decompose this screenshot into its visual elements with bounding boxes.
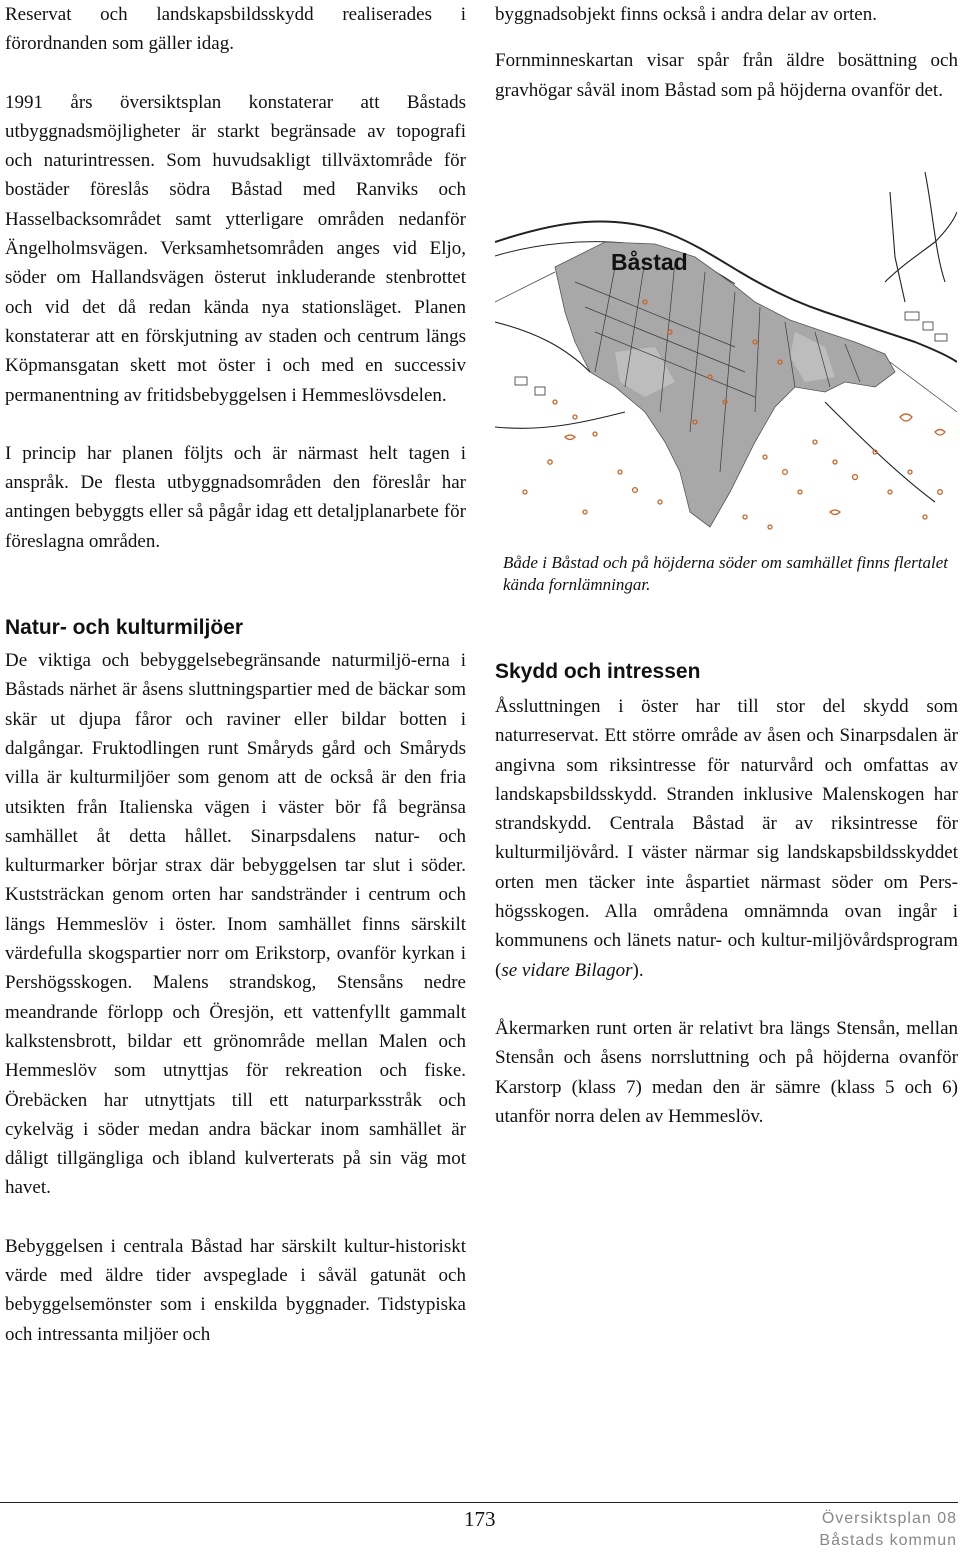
plan-1991-paragraph: 1991 års översiktsplan konstaterar att Båstads utbyggnadsmöjligheter är starkt begränsade av topografi och naturintressen. Som huvudsakligt tillväxtområde för bostäder föreslås södra Båstad med Ranviks och Hasselbacksområdet samt ytterligare områden nedanför Ängelholmsvägen. Verksamhetsområden anges vid Eljo, söder om Hallandsvägen österut inkluderande stenbrottet och vid det då redan kända nya stationsläget. Planen konstaterar att en förskjutning av staden och centrum längs Köpmansgatan skett mot öster i och med en successiv permanentning av fritidsbebyggelsen i Hemmeslövsdelen. <box>5 91 466 406</box>
heading-natur-kultur: Natur- och kulturmiljöer <box>5 616 244 640</box>
bebyggelsen-paragraph: Bebyggelsen i centrala Båstad har särskilt kultur-historiskt värde med äldre tider avspeglade i såväl gatunät och bebyggelsemönster som i enskilda byggnader. Tidstypiska och intressanta miljöer och <box>5 1235 466 1345</box>
heading-skydd-intressen: Skydd och intressen <box>495 660 701 683</box>
left-column <box>5 0 466 1349</box>
principle-paragraph: I princip har planen följts och är närmast helt tagen i anspråk. De flesta utbyggnadsområden den föreslår har antingen bebyggts eller så pågår idag ett detaljplanarbete för föreslagna områden. <box>5 442 466 552</box>
footer-rule <box>0 1502 958 1503</box>
skydd-paragraph <box>495 692 958 985</box>
page-number: 173 <box>464 1507 496 1531</box>
fornminne-map <box>495 172 957 540</box>
right-column-bottom <box>495 660 958 1131</box>
bilagor-reference: se vidare Bilagor <box>501 959 633 981</box>
fornminne-paragraph: Fornminneskartan visar spår från äldre bosättning och gravhögar såväl inom Båstad som på höjderna ovanför det. <box>495 50 958 101</box>
intro-paragraph: Reservat och landskapsbildsskydd realiserades i förordnanden som gäller idag. <box>5 4 466 55</box>
map-caption: Både i Båstad och på höjderna söder om samhället finns flertalet kända fornlämningar. <box>503 553 948 594</box>
skydd-text-end: ). <box>632 959 644 981</box>
footer-municipality: Båstads kommun <box>819 1532 957 1549</box>
footer-plan-name: Översiktsplan 08 <box>821 1510 957 1527</box>
map-town-label: Båstad <box>611 249 688 275</box>
footer-publication <box>819 1508 957 1552</box>
natur-paragraph: De viktiga och bebyggelsebegränsande naturmiljö-erna i Båstads närhet är åsens sluttningspartier med de bäckar som skär ut djupa fåror och raviner eller bildar botten i dalgångar. Fruktodlingen runt Småryds gård och Småryds villa är kulturmiljöer som genom att de också är den fria utsikten från Italienska vägen i väster bör få begränsa samhället åt detta hållet. Sinarpsdalens natur- och kulturmarker börjar strax där bebyggelsen tar slut i söder. Kuststräckan genom orten har sandstränder i centrum och längs Hemmeslöv i öster. Inom samhället finns särskilt värdefulla skogspartier norr om Erikstorp, ovanför kyrkan i Pershögsskogen. Malens strandskog, Stensåns nedre meandrande förlopp och Öresjön, ett vattenfyllt gammalt kalkstensbrott, bildar ett grönområde mellan Malen och Hemmeslöv som utnyttjas för rekreation och fiske. Örebäcken har utnyttjats till ett naturparksstråk och cykelväg i söder medan andra bäckar inom samhället är dåligt tillgängliga och ibland kulverterats på sin väg mot havet. <box>5 650 466 1199</box>
right-column-top <box>495 0 958 105</box>
akermark-paragraph: Åkermarken runt orten är relativt bra längs Stensån, mellan Stensån och åsens norrsluttning och på höjderna ovanför Karstorp (klass 7) medan den är sämre (klass 5 och 6) utanför norra delen av Hemmeslöv. <box>495 1017 958 1127</box>
continued-paragraph: byggnadsobjekt finns också i andra delar av orten. <box>495 4 877 25</box>
skydd-text: Åssluttningen i öster har till stor del skydd som naturreservat. Ett större område av åsen och Sinarpsdalen är angivna som riksintresse för naturvård och omfattas av landskapsbildsskydd. Stranden inklusive Malenskogen har strandskydd. Centrala Båstad är av riksintresse för kulturmiljövård. I väster närmar sig landskapsbildsskyddet orten men täcker inte åspartiet närmast söder om Pers-högsskogen. Alla områdena omnämnda ovan ingår i kommunens och länets natur- och kultur-miljövårdsprogram ( <box>495 696 958 981</box>
